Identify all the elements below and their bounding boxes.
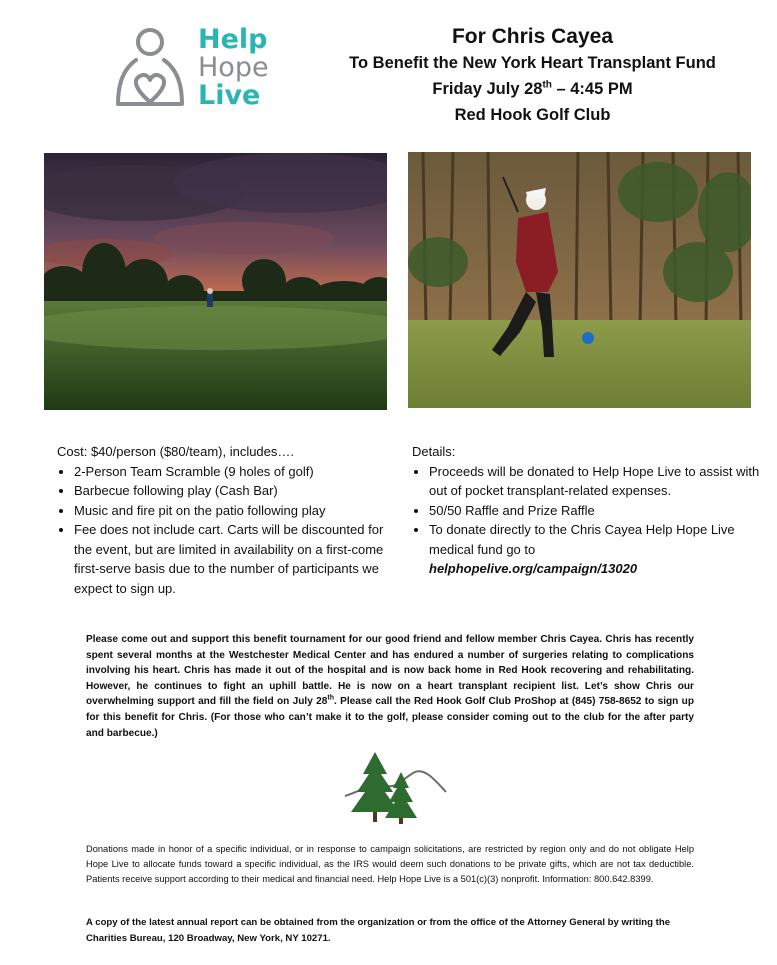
event-venue: Red Hook Golf Club (454, 106, 611, 124)
appeal-paragraph: Please come out and support this benefit tournament for our good friend and fellow member Chris Cayea. Chris has recently spent several months at the Westchester Medical Center and has endured a number of surgeries relating to complications involving his heart. Chris has made it out of the hospital and is now back home in Red Hook recovering and rehabilitating. However, he continues to fight an uphill battle. He is now on a heart transplant recipient list. Let’s show Chris our overwhelming support and fill the field on July 28th. Please call the Red Hook Golf Club ProShop at (845) 758-8652 to sign up for this benefit for Chris. (For those who can’t make it to the golf, please consider coming out to the club for the after party and barbecue.) (86, 634, 694, 739)
list-item: • 50/50 Raffle and Prize Raffle (429, 501, 777, 521)
logo-help: Help (198, 24, 268, 55)
cost-list (57, 462, 387, 599)
list-item: • Proceeds will be donated to Help Hope Live to assist with out of pocket transplant-related expenses. (429, 462, 777, 501)
list-item: • Music and fire pit on the patio following play (74, 501, 387, 521)
golfer-swing-photo (408, 152, 751, 408)
cost-section (57, 442, 387, 598)
list-item: • Barbecue following play (Cash Bar) (74, 481, 387, 501)
event-header (320, 24, 745, 128)
annual-report-notice: A copy of the latest annual report can be obtained from the organization or from the office of the Attorney General by writing the Charities Bureau, 120 Broadway, New York, NY 10271. (86, 917, 671, 944)
logo-live: Live (198, 80, 261, 111)
details-list (412, 462, 777, 579)
person-heart-icon (112, 26, 192, 112)
details-heading: Details: (412, 444, 456, 459)
donation-disclaimer: Donations made in honor of a specific individual, or in response to campaign solicitations, are restricted by region only and do not obligate Help Hope Live to allocate funds toward a specific individual, as the IRS would deem such donations to be private gifts, which are not tax deductible. Patients receive support according to their medical and financial need. Help Hope Live is a 501(c)(3) nonprofit. Information: 800.642.8399. (86, 844, 694, 884)
list-item (429, 520, 777, 579)
pine-trees-icon (343, 750, 448, 828)
logo-wordmark (198, 26, 288, 110)
cost-heading: Cost: $40/person ($80/team), includes…. (57, 444, 295, 459)
donate-text: To donate directly to the Chris Cayea Help Hope Live medical fund go to (429, 522, 735, 557)
sunset-golf-course-photo (44, 153, 387, 410)
campaign-link[interactable]: helphopelive.org/campaign/13020 (429, 561, 638, 576)
list-item: • 2-Person Team Scramble (9 holes of golf) (74, 462, 387, 482)
benefit-line: To Benefit the New York Heart Transplant Fund (349, 54, 716, 72)
details-section (412, 442, 777, 579)
list-item: • Fee does not include cart. Carts will be discounted for the event, but are limited in availability on a first-come first-serve basis due to the number of participants we expect to sign up. (74, 520, 387, 598)
help-hope-live-logo (112, 26, 282, 112)
event-date: Friday July 28th – 4:45 PM (432, 79, 633, 98)
pine-trees-logo (343, 750, 448, 828)
page-title: For Chris Cayea (451, 25, 614, 48)
logo-hope: Hope (198, 52, 269, 83)
